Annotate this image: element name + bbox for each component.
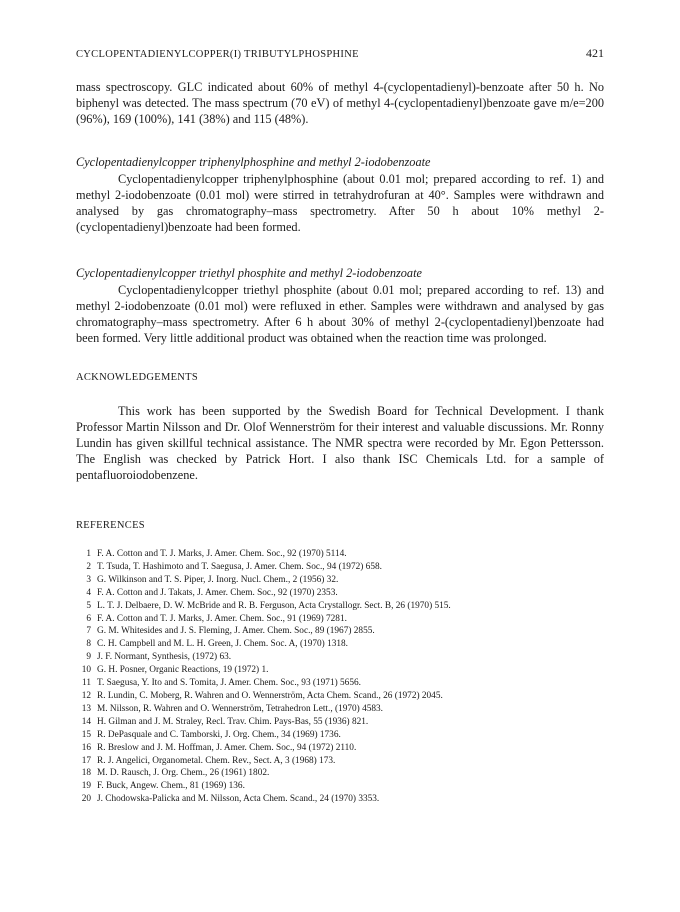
references-heading: REFERENCES [76,520,145,531]
reference-text: T. Saegusa, Y. Ito and S. Tomita, J. Amer. Chem. Soc., 93 (1971) 5656. [97,678,361,689]
reference-number: 13 [81,703,91,714]
page-header [76,46,604,61]
section-body: Cyclopentadienylcopper triphenylphosphine (about 0.01 mol; prepared according to ref. 1) and methyl 2-iodobenzoate (0.01 mol) were stirred in tetrahydrofuran at 40°. Samples were withdrawn and analysed by gas chromatography–mass spectrometry. After 50 h about 10% methyl 2-(cyclopentadienyl)benzoate had been formed. [76,172,604,234]
reference-item [76,638,604,651]
reference-text: R. DePasquale and C. Tamborski, J. Org. Chem., 34 (1969) 1736. [97,729,341,740]
reference-text: M. Nilsson, R. Wahren and O. Wennerström, Tetrahedron Lett., (1970) 4583. [97,703,384,714]
reference-number: 15 [81,729,91,740]
reference-text: M. D. Rausch, J. Org. Chem., 26 (1961) 1802. [97,768,270,779]
reference-text: C. H. Campbell and M. L. H. Green, J. Chem. Soc. A, (1970) 1318. [97,639,348,650]
section-triethyl-phosphite [76,265,604,346]
reference-text: R. Breslow and J. M. Hoffman, J. Amer. Chem. Soc., 94 (1972) 2110. [97,742,357,753]
reference-item [76,767,604,780]
reference-text: H. Gilman and J. M. Straley, Recl. Trav. Chim. Pays-Bas, 55 (1936) 821. [97,716,369,727]
reference-number: 9 [86,652,91,663]
reference-number: 7 [86,626,91,637]
reference-text: F. A. Cotton and T. J. Marks, J. Amer. Chem. Soc., 91 (1969) 7281. [97,613,347,624]
reference-item [76,561,604,574]
reference-item [76,664,604,677]
reference-item [76,755,604,768]
page-number: 421 [586,46,604,60]
reference-number: 19 [81,781,91,792]
reference-item [76,600,604,613]
reference-item [76,793,604,806]
reference-number: 5 [86,600,91,611]
reference-item [76,548,604,561]
reference-item [76,716,604,729]
reference-text: F. A. Cotton and J. Takats, J. Amer. Chem. Soc., 92 (1970) 2353. [97,587,338,598]
reference-item [76,780,604,793]
reference-number: 2 [86,561,91,572]
reference-number: 12 [81,690,91,701]
acknowledgements-body: This work has been supported by the Swedish Board for Technical Development. I thank Professor Martin Nilsson and Dr. Olof Wennerström for their interest and valuable discussions. Mr. Ronny Lundin has given skillful technical assistance. The NMR spectra were recorded by Mr. Egon Pettersson. The English was checked by Patrick Hort. I also thank ISC Chemicals Ltd. for a sample of pentafluoroiodobenzene. [76,404,604,482]
reference-number: 18 [81,768,91,779]
section-triphenylphosphine [76,154,604,235]
reference-item [76,625,604,638]
reference-text: J. F. Normant, Synthesis, (1972) 63. [97,652,232,663]
reference-item [76,677,604,690]
reference-item [76,574,604,587]
reference-item [76,729,604,742]
reference-number: 14 [81,716,91,727]
running-head: CYCLOPENTADIENYLCOPPER(I) TRIBUTYLPHOSPHINE [76,49,359,60]
reference-text: G. H. Posner, Organic Reactions, 19 (1972) 1. [97,665,269,676]
reference-item [76,651,604,664]
reference-text: G. Wilkinson and T. S. Piper, J. Inorg. Nucl. Chem., 2 (1956) 32. [97,574,339,585]
acknowledgements-heading: ACKNOWLEDGEMENTS [76,372,199,383]
reference-text: R. J. Angelici, Organometal. Chem. Rev., Sect. A, 3 (1968) 173. [97,755,336,766]
reference-number: 1 [86,549,91,559]
reference-number: 6 [86,613,91,624]
reference-item [76,703,604,716]
section-subheading: Cyclopentadienylcopper triphenylphosphine and methyl 2-iodobenzoate [76,155,431,169]
reference-number: 4 [86,587,91,598]
reference-item [76,690,604,703]
reference-text: R. Lundin, C. Moberg, R. Wahren and O. Wennerström, Acta Chem. Scand., 26 (1972) 2045. [97,690,443,701]
reference-text: F. A. Cotton and T. J. Marks, J. Amer. Chem. Soc., 92 (1970) 5114. [97,549,347,559]
reference-text: G. M. Whitesides and J. S. Fleming, J. Amer. Chem. Soc., 89 (1967) 2855. [97,626,375,637]
reference-number: 16 [81,742,91,753]
reference-text: L. T. J. Delbaere, D. W. McBride and R. B. Ferguson, Acta Crystallogr. Sect. B, 26 (1970) 515. [97,600,451,611]
acknowledgements-block [76,403,604,483]
reference-number: 3 [86,574,91,585]
section-body: Cyclopentadienylcopper triethyl phosphite (about 0.01 mol; prepared according to ref. 13) and methyl 2-iodobenzoate (0.01 mol) were refluxed in ether. Samples were withdrawn and analysed by gas chromatography–mass spectrometry. After 6 h about 30% of methyl 2-(cyclopentadienyl)benzoate had been formed. Very little additional product was obtained when the reaction time was prolonged. [76,283,604,345]
reference-list [76,548,604,806]
reference-number: 11 [82,678,91,689]
reference-number: 10 [81,665,91,676]
intro-paragraph: mass spectroscopy. GLC indicated about 60% of methyl 4-(cyclopentadienyl)-benzoate after 50 h. No biphenyl was detected. The mass spectrum (70 eV) of methyl 4-(cyclopentadienyl)benzoate gave m/e=200 (96%), 169 (100%), 141 (38%) and 115 (48%). [76,80,604,126]
reference-text: J. Chodowska-Palicka and M. Nilsson, Acta Chem. Scand., 24 (1970) 3353. [97,794,380,805]
reference-item [76,613,604,626]
reference-item [76,742,604,755]
reference-text: F. Buck, Angew. Chem., 81 (1969) 136. [97,781,245,792]
reference-number: 8 [86,639,91,650]
section-subheading: Cyclopentadienylcopper triethyl phosphite and methyl 2-iodobenzoate [76,266,422,280]
reference-text: T. Tsuda, T. Hashimoto and T. Saegusa, J. Amer. Chem. Soc., 94 (1972) 658. [97,561,382,572]
reference-number: 17 [81,755,91,766]
intro-block [76,79,604,127]
reference-number: 20 [81,794,91,805]
reference-item [76,587,604,600]
